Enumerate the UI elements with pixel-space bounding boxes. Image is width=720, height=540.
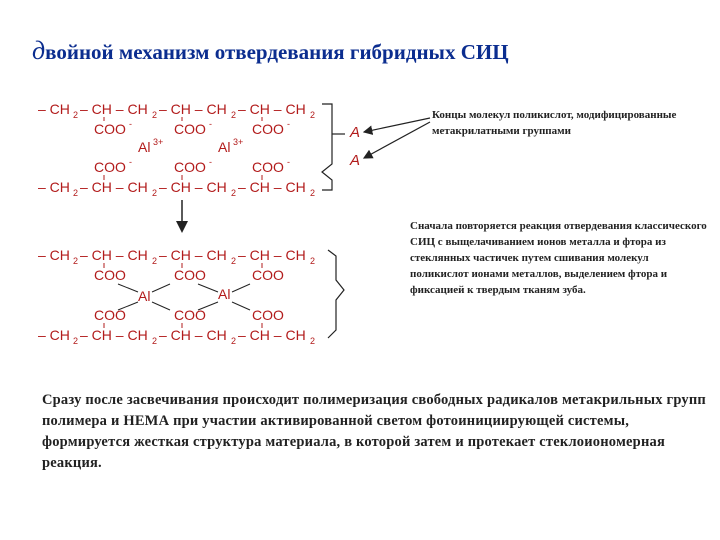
svg-text:– CH – CH: – CH – CH xyxy=(80,247,148,263)
svg-text:2: 2 xyxy=(152,256,158,266)
a-label-2: A xyxy=(350,152,361,169)
svg-text:2: 2 xyxy=(310,110,316,120)
svg-text:3+: 3+ xyxy=(233,137,244,147)
svg-text:COO: COO xyxy=(252,121,284,137)
description-paragraph: Сразу после засвечивания происходит полимеризация свободных радикалов метакрильных групп полимера и НЕМА при участии активированной светом фотоинициирующей системы, формируется жесткая структура материала, в которой затем и протекает стеклоиономерная реакция. xyxy=(42,392,706,471)
svg-text:2: 2 xyxy=(231,256,237,266)
svg-text:2: 2 xyxy=(73,110,79,120)
svg-text:2: 2 xyxy=(231,336,237,346)
svg-text:-: - xyxy=(287,157,290,167)
svg-text:– CH – CH: – CH – CH xyxy=(238,101,306,117)
svg-text:COO: COO xyxy=(252,159,284,175)
svg-text:Al: Al xyxy=(138,139,151,155)
svg-text:COO: COO xyxy=(252,307,284,323)
svg-text:-: - xyxy=(209,119,212,129)
svg-text:-: - xyxy=(287,119,290,129)
svg-text:– CH – CH: – CH – CH xyxy=(80,101,148,117)
svg-text:2: 2 xyxy=(73,336,79,346)
svg-text:– CH – CH: – CH – CH xyxy=(238,247,306,263)
svg-text:– CH: – CH xyxy=(38,327,70,343)
svg-text:COO: COO xyxy=(252,267,284,283)
svg-text:– CH – CH: – CH – CH xyxy=(80,327,148,343)
svg-text:-: - xyxy=(209,157,212,167)
svg-text:COO: COO xyxy=(94,267,126,283)
svg-text:Al: Al xyxy=(138,288,151,304)
svg-text:COO: COO xyxy=(94,307,126,323)
svg-text:2: 2 xyxy=(152,110,158,120)
svg-text:COO: COO xyxy=(174,159,206,175)
svg-text:– CH – CH: – CH – CH xyxy=(80,179,148,195)
a-label-1: A xyxy=(350,124,361,141)
svg-text:– CH: – CH xyxy=(38,247,70,263)
svg-text:– CH – CH: – CH – CH xyxy=(159,179,227,195)
note-classic-reaction: Сначала повторяется реакция отвердевания классического СИЦ с выщелачиванием ионов металла и фтора из стеклянных частичек путем сшивания молекул поликислот ионами металлов, выделением фтора и фиксацией к твердым тканям зуба. xyxy=(410,220,707,296)
title-rest: войной механизм отвердевания гибридных СИЦ xyxy=(45,40,509,64)
svg-text:2: 2 xyxy=(310,188,316,198)
svg-text:– CH – CH: – CH – CH xyxy=(238,179,306,195)
svg-text:– CH: – CH xyxy=(38,179,70,195)
svg-text:2: 2 xyxy=(231,110,237,120)
note-polyacid-ends: Концы молекул поликислот, модифицированные метакрилатными группами xyxy=(432,109,677,137)
svg-text:COO: COO xyxy=(94,159,126,175)
svg-text:2: 2 xyxy=(152,336,158,346)
svg-text:2: 2 xyxy=(73,256,79,266)
svg-text:2: 2 xyxy=(152,188,158,198)
svg-text:2: 2 xyxy=(310,336,316,346)
svg-text:COO: COO xyxy=(174,307,206,323)
svg-text:2: 2 xyxy=(231,188,237,198)
svg-text:– CH – CH: – CH – CH xyxy=(159,247,227,263)
svg-text:– CH – CH: – CH – CH xyxy=(159,327,227,343)
svg-text:-: - xyxy=(129,157,132,167)
svg-text:2: 2 xyxy=(310,256,316,266)
svg-text:-: - xyxy=(129,119,132,129)
svg-text:– CH – CH: – CH – CH xyxy=(238,327,306,343)
svg-text:3+: 3+ xyxy=(153,137,164,147)
svg-text:Al: Al xyxy=(218,286,231,302)
svg-text:COO: COO xyxy=(94,121,126,137)
svg-text:– CH: – CH xyxy=(38,101,70,117)
title-first-letter: д xyxy=(32,36,46,65)
svg-text:– CH – CH: – CH – CH xyxy=(159,101,227,117)
svg-text:COO: COO xyxy=(174,121,206,137)
svg-text:Al: Al xyxy=(218,139,231,155)
svg-text:COO: COO xyxy=(174,267,206,283)
svg-text:2: 2 xyxy=(73,188,79,198)
